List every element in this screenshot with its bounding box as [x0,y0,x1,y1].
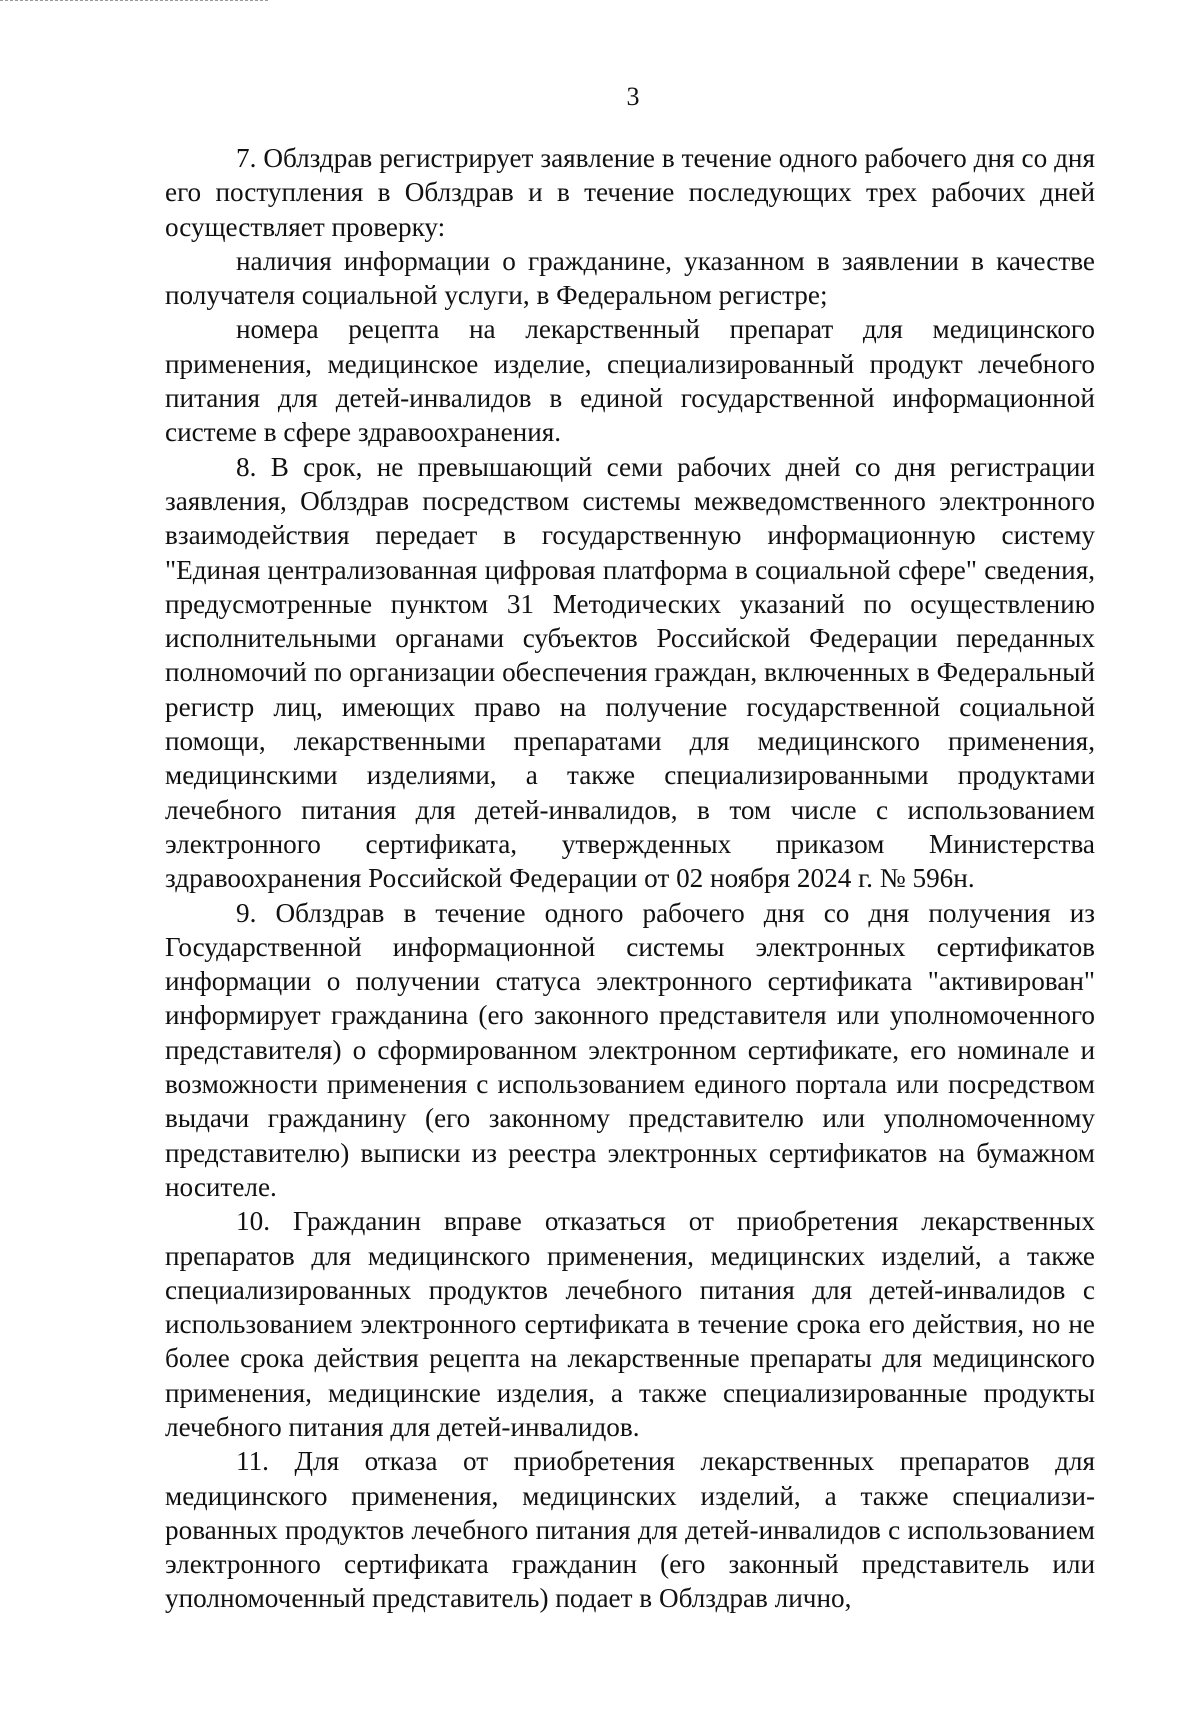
paragraph-7-check-prescription: номера рецепта на лекарственный препарат для медицинского применения, медицинское изделие, специализированный продукт лечебного питания для детей-инвалидов в единой государственной информационной системе в сфере здравоохранения. [165,314,1095,448]
scan-edge-mark [0,0,268,1]
paragraph-10: 10. Гражданин вправе отказаться от приобретения лекарственных препаратов для медицинского применения, медицинских изделий, а также специализированных продуктов лечебного питания для детей-инвалидов с использованием электронного сертификата в течение срока его действия, но не более срока действия рецепта на лекарственные препараты для медицинского применения, медицинские изделия, а также специализированные продукты лечебного питания для детей-инвалидов. [165,1206,1095,1442]
paragraph-7-intro: 7. Облздрав регистрирует заявление в течение одного рабочего дня со дня его поступления в Облздрав и в течение последующих трех рабочих дней осуществляет проверку: [165,143,1095,242]
paragraph-8: 8. В срок, не превышающий семи рабочих дней со дня регистрации заявления, Облздрав посредством системы межведомственного электронного взаимодействия передает в государственную информационную систему "Единая централизованная цифровая платформа в социальной сфере" сведения, предусмотренные пунктом 31 Методических указаний по осуществлению исполнительными органами субъектов Российской Федерации переданных полномочий по организации обеспечения граждан, включенных в Федеральный регистр лиц, имеющих право на получение государственной социальной помощи, лекарственными препаратами для медицинского применения, медицинскими изделиями, а также специализированными продуктами лечебного питания для детей-инвалидов, в том числе с использованием электронного сертификата, утвержденных приказом Министерства здравоохранения Российской Федерации от 02 ноября 2024 г. № 596н. [165,451,1095,894]
paragraph-11: 11. Для отказа от приобретения лекарственных препаратов для медицинского применения, медицинских изделий, а также специализированных продуктов лечебного питания для детей-инвалидов с использованием электронного сертификата гражданин (его законный представитель или уполномоченный представитель) подает в Облздрав лично, [165,1446,1095,1614]
document-body [165,141,1095,1616]
page-number: 3 [626,82,640,111]
paragraph-7-check-registry: наличия информации о гражданине, указанном в заявлении в качестве получателя социальной услуги, в Федеральном регистре; [165,245,1095,311]
paragraph-9: 9. Облздрав в течение одного рабочего дня со дня получения из Государственной информационной системы электронных сертификатов информации о получении статуса электронного сертификата "активирован" информирует гражданина (его законного представителя или уполномоченного представителя) о сформированном электронном сертификате, его номинале и возможности применения с использованием единого портала или посредством выдачи гражданину (его законному представителю или уполномоченному представителю) выписки из реестра электронных сертификатов на бумажном носителе. [165,897,1095,1202]
